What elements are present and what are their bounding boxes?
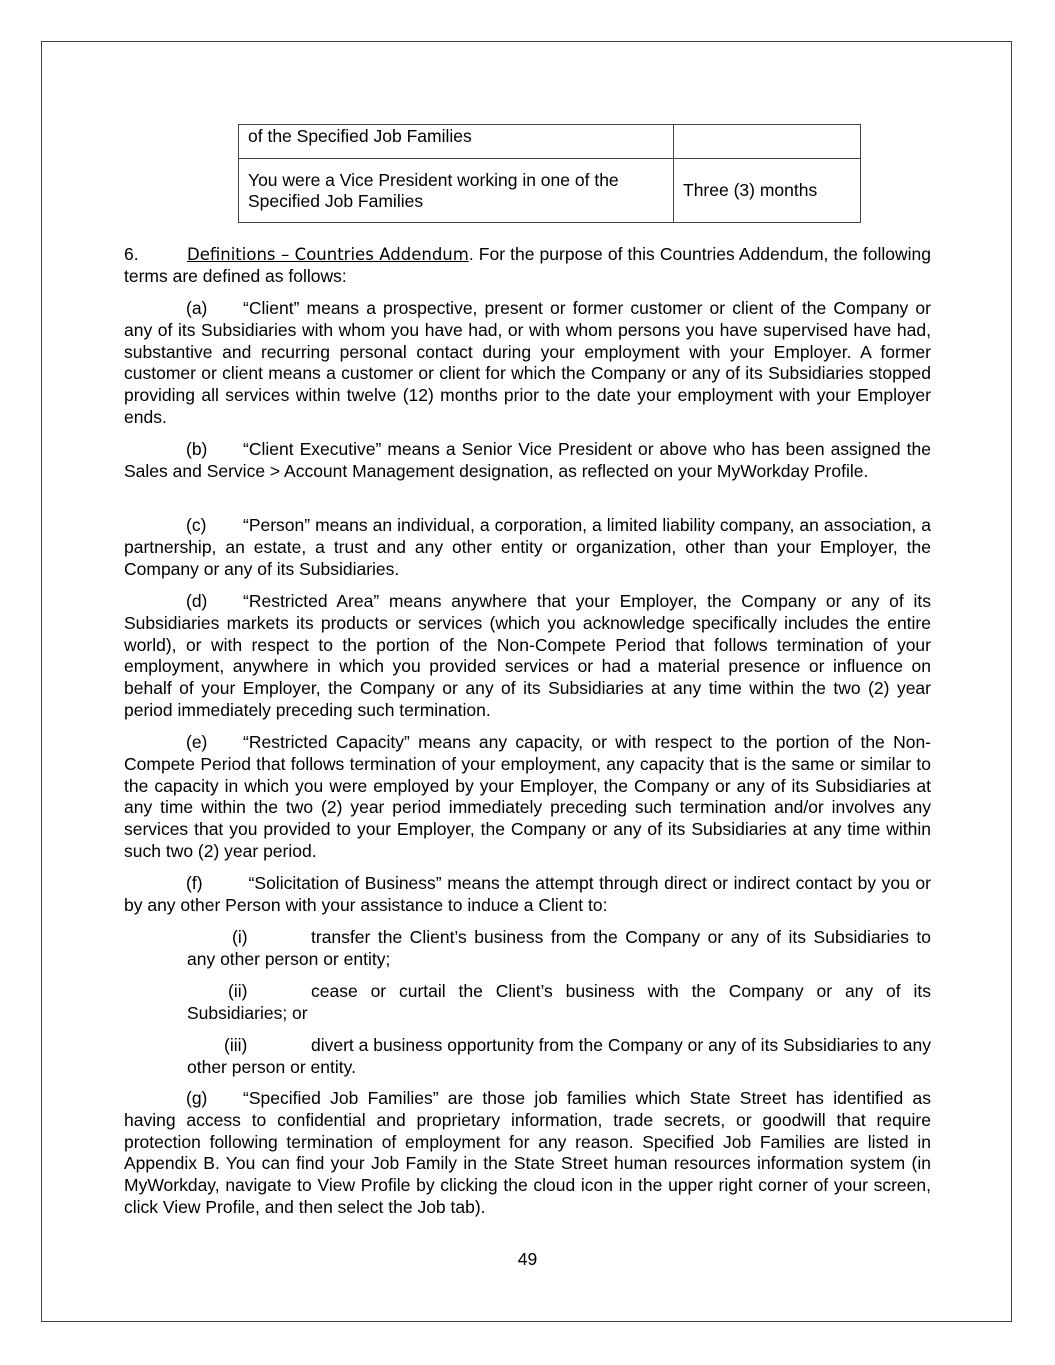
section-number: 6. <box>124 244 139 264</box>
definition-text: “Restricted Capacity” means any capacity, or with respect to the portion of the Non-Compete Period that follows termination of your employment, any capacity that is the same or similar to the capacity in which you were employed by your Employer, the Company or any of its Subsidiaries at any time within the two (2) year period immediately preceding such termination and/or involves any services that you provided to your Employer, the Company or any of its Subsidiaries at any time within such two (2) year period. <box>124 732 931 861</box>
definition-text: “Specified Job Families” are those job families which State Street has identified as having access to confidential and proprietary information, trade secrets, or goodwill that require protection following termination of employment for any reason. Specified Job Families are listed in Appendix B. You can find your Job Family in the State Street human resources information system (in MyWorkday, navigate to View Profile by clicking the cloud icon in the upper right corner of your screen, click View Profile, and then select the Job tab). <box>124 1088 931 1217</box>
subitem-text: transfer the Client’s business from the Company or any of its Subsidiaries to any other person or entity; <box>187 927 931 969</box>
job-family-table <box>238 124 861 223</box>
subitem-i <box>187 927 931 971</box>
section-6-intro <box>124 244 931 288</box>
definition-e <box>124 732 931 863</box>
definition-label: (d) <box>186 591 208 611</box>
definition-text: “Client” means a prospective, present or former customer or client of the Company or any of its Subsidiaries with whom you have had, or with whom persons you have supervised have had, substantive and recurring personal contact during your employment with your Employer. A former customer or client means a customer or client for which the Company or any of its Subsidiaries stopped providing all services within twelve (12) months prior to the date your employment with your Employer ends. <box>124 298 931 427</box>
subitem-label: (i) <box>232 927 248 947</box>
table-cell-period: Three (3) months <box>674 159 861 223</box>
definition-a <box>124 298 931 429</box>
definition-label: (c) <box>186 515 207 535</box>
table-cell-condition: You were a Vice President working in one of the Specified Job Families <box>239 159 674 223</box>
definition-text: “Client Executive” means a Senior Vice President or above who has been assigned the Sales and Service > Account Management designation, as reflected on your MyWorkday Profile. <box>124 439 931 481</box>
table-cell-condition: of the Specified Job Families <box>239 125 674 159</box>
subitem-text: divert a business opportunity from the Company or any of its Subsidiaries to any other person or entity. <box>187 1035 931 1077</box>
subitem-text: cease or curtail the Client’s business with the Company or any of its Subsidiaries; or <box>187 981 931 1023</box>
definition-text: “Solicitation of Business” means the attempt through direct or indirect contact by you or by any other Person with your assistance to induce a Client to: <box>124 873 931 915</box>
definition-d <box>124 591 931 722</box>
definition-c <box>124 515 931 580</box>
definition-f <box>124 873 931 917</box>
definition-b <box>124 439 931 483</box>
definition-label: (e) <box>186 732 208 752</box>
definition-label: (f) <box>186 873 203 893</box>
section-heading: Definitions – Countries Addendum <box>187 245 469 264</box>
table-row <box>239 159 861 223</box>
definition-label: (a) <box>186 298 208 318</box>
definition-text: “Person” means an individual, a corporation, a limited liability company, an association, a partnership, an estate, a trust and any other entity or organization, other than your Employer, the Company or any of its Subsidiaries. <box>124 515 931 579</box>
page-number: 49 <box>517 1249 538 1269</box>
subitem-ii <box>187 981 931 1025</box>
table-row <box>239 125 861 159</box>
subitem-iii <box>187 1035 931 1079</box>
definition-label: (b) <box>186 439 208 459</box>
subitem-label: (iii) <box>224 1035 248 1055</box>
definition-text: “Restricted Area” means anywhere that your Employer, the Company or any of its Subsidiaries markets its products or services (which you acknowledge specifically includes the entire world), or with respect to the portion of the Non-Compete Period that follows termination of your employment, anywhere in which you provided services or had a material presence or influence on behalf of your Employer, the Company or any of its Subsidiaries at any time within the two (2) year period immediately preceding such termination. <box>124 591 931 720</box>
subitem-label: (ii) <box>228 981 248 1001</box>
definition-g <box>124 1088 931 1219</box>
table-cell-period <box>674 125 861 159</box>
definition-label: (g) <box>186 1088 208 1108</box>
section-intro-text: . For the purpose of this Countries Addendum, the following terms are defined as follows: <box>124 244 931 286</box>
